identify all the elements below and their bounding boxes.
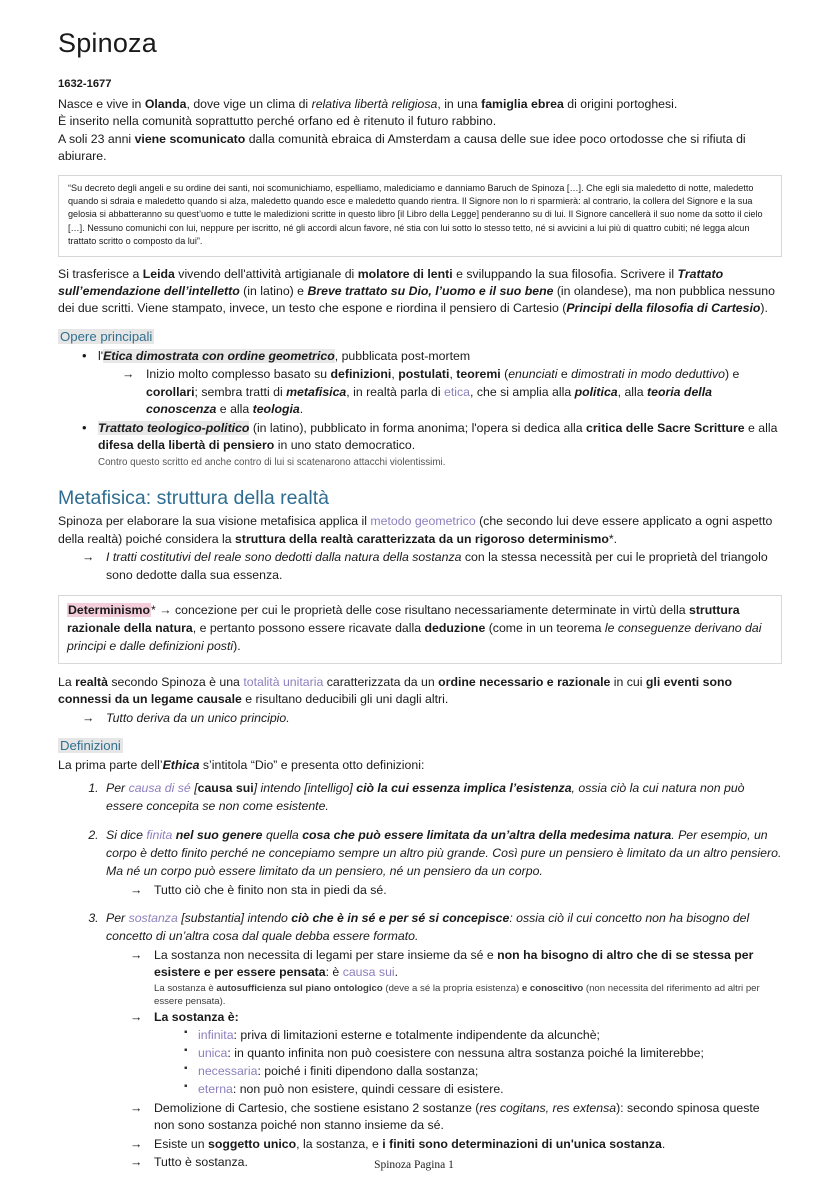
footnote-marker: *: [151, 603, 156, 618]
text-italic: I tratti costitutivi del reale sono dedotti dalla natura della sostanza: [106, 550, 462, 565]
determinismo-definition-box: [58, 595, 782, 663]
text-run: (in latino) e: [239, 283, 308, 298]
text-bold: definizioni: [330, 367, 392, 382]
text-run: (: [500, 367, 509, 382]
text-run: La sostanza è: [154, 982, 217, 994]
accent-term: unica: [198, 1046, 228, 1061]
definition-item-1: [102, 780, 782, 816]
text-run: , pubblicata post-mortem: [334, 348, 471, 363]
arrow-item: [130, 882, 782, 899]
definition-item-3: [102, 910, 782, 1172]
list-item: [82, 348, 782, 419]
text-run: (deve a sé la propria esistenza): [382, 982, 522, 994]
text-bold: realtà: [75, 674, 108, 689]
text-run: , che si amplia alla: [470, 384, 575, 399]
list-item: [184, 1081, 782, 1099]
text-run: ,: [449, 367, 457, 382]
definition-item-2: [102, 827, 782, 899]
text-bold-italic: metafisica: [286, 384, 347, 399]
text-italic: quella: [262, 828, 303, 843]
list-item: [184, 1045, 782, 1063]
list-item: [184, 1063, 782, 1081]
text-run: e alla: [216, 402, 253, 417]
text-bold-italic: teoria della conoscenza: [146, 384, 712, 417]
text-bold: postulati: [398, 367, 450, 382]
text-bold-italic: cosa che può essere limitata da un’altra della medesima natura: [302, 828, 672, 843]
page-footer: Spinoza Pagina 1: [374, 1158, 454, 1171]
intro-section: [58, 77, 782, 166]
text-run: caratterizzata da un: [323, 674, 439, 689]
arrow-glyph-icon: →: [155, 603, 175, 618]
text-bold: struttura della realtà caratterizzata da un rigoroso determinismo: [235, 531, 609, 546]
text-run: (in latino), pubblicato in forma anonima; l'opera si dedica alla: [249, 420, 587, 435]
text-run: (in olandese), ma non pubblica nessuno dei due scritti. Viene stampato, invece, un testo che espone e riordina il pensiero di Cartesio (: [58, 283, 775, 316]
definizioni-section: [58, 727, 782, 1172]
text-run: e alla: [744, 420, 778, 435]
text-bold: i finiti sono determinazioni di un'unica sostanza: [382, 1136, 662, 1151]
text-run: : priva di limitazioni esterne e totalmente indipendente da alcunchè;: [233, 1028, 600, 1043]
text-bold: ordine necessario e razionale: [438, 674, 611, 689]
accent-term: causa di sé: [128, 781, 191, 796]
text-bold: difesa della libertà di pensiero: [98, 438, 275, 453]
text-bold: autosufficienza sul piano ontologico: [216, 982, 383, 994]
intro-line-2: È inserito nella comunità soprattutto perché orfano ed è ritenuto il futuro rabbino.: [58, 114, 497, 129]
text-bold: causa sui: [197, 781, 254, 796]
accent-term: etica: [444, 384, 470, 399]
text-run: , dove vige un clima di: [186, 96, 312, 111]
text-bold: deduzione: [424, 620, 486, 635]
text-run: Esiste un: [154, 1136, 208, 1151]
text-italic: Tutto deriva da un unico principio.: [106, 710, 290, 725]
metafisica-paragraph-1: [58, 513, 782, 548]
excommunication-quote-box: [58, 175, 782, 257]
text-run: ): secondo spinosa queste non sono sostanza poiché non stanno insieme da sé.: [154, 1100, 760, 1133]
text-run: ,: [391, 367, 399, 382]
quote-text: “Su decreto degli angeli e su ordine dei santi, noi scomunichiamo, espelliamo, malediciamo e danniamo Baruch de Spinoza […]. Che egli sia maledetto di notte, maledetto quando si sdraia e maledetto quando si alza, maledetto quando esce e maledetto quando rientra. Il Signore non lo ri sparmierà: al contrario, la collera del Signore e la sua gelosia si abbatteranno su quest’uomo e tutte le maledizioni scritte in questo libro [il Libro della Legge] penderanno su di lui. Il Signore cancellerà il suo nome da sotto il cielo […]. Nessuno comunichi con lui, neppure per iscritto, né gli accordi alcun favore, né stia con lui sotto lo stesso tetto, né si avvicini a lui più di quattro cubiti; né legga alcun trattato scritto o composto da lui”.: [68, 182, 763, 247]
work-title: Ethica: [162, 757, 200, 772]
arrow-item: [130, 947, 782, 1008]
accent-term: sostanza: [128, 911, 178, 925]
text-run: *.: [608, 531, 618, 546]
accent-term: metodo geometrico: [370, 514, 476, 529]
metafisica-paragraph-2: [58, 674, 782, 709]
text-run: e sviluppando la sua filosofia. Scrivere il: [452, 266, 678, 281]
text-run: .: [661, 1136, 666, 1151]
text-bold: gli eventi sono connessi da un legame causale: [58, 674, 733, 707]
text-run: concezione per cui le proprietà delle cose risultano necessariamente determinate in virtù della: [174, 603, 689, 618]
text-run: e risultano deducibili gli uni dagli altri.: [241, 692, 449, 707]
side-note: [154, 982, 782, 1008]
life-years: 1632-1677: [58, 78, 112, 90]
text-bold: molatore di lenti: [357, 266, 453, 281]
text-run: Inizio molto complesso basato su: [146, 367, 331, 382]
text-run: e: [557, 367, 572, 382]
text-run: ) e: [724, 367, 740, 382]
accent-term: finita: [146, 828, 173, 843]
text-italic: Per: [106, 781, 129, 796]
text-run: (non necessita del riferimento ad altri per essere pensata).: [154, 982, 760, 1007]
page-title: Spinoza: [58, 28, 157, 58]
text-run: ).: [233, 638, 241, 653]
intro-line-3: [58, 131, 782, 166]
text-italic: . Per esempio, un corpo è detto finito perché ne concepiamo sempre un altro più grande. Così pure un pensiero è limitato da un altro pensiero. Ma né un corpo può essere limitato da un pensiero, né un pensiero da un corpo.: [106, 828, 782, 878]
text-run: : è: [325, 965, 343, 980]
text-bold: viene scomunicato: [134, 131, 246, 146]
opere-principali-section: [58, 318, 782, 469]
text-bold-italic: ciò che è in sé e per sé si concepisce: [291, 911, 510, 925]
text-italic: ] intendo [intelligo]: [253, 781, 357, 796]
text-run: La sostanza non necessita di legami per stare insieme da sé e: [154, 947, 498, 962]
arrow-item: [122, 366, 782, 418]
sostanza-attributes-list: [154, 1027, 782, 1098]
work-title: Breve trattato su Dio, l’uomo e il suo bene: [307, 283, 554, 298]
text-run: Si trasferisce a: [58, 266, 143, 281]
text-run: La: [58, 674, 76, 689]
metafisica-section: [58, 487, 782, 727]
text-italic: enunciati: [508, 367, 558, 382]
accent-term: infinita: [198, 1028, 234, 1043]
text-run: , in una: [437, 96, 482, 111]
text-run: (come in un teorema: [485, 620, 605, 635]
text-bold: La sostanza è:: [154, 1010, 239, 1025]
text-run: (che secondo lui deve essere applicato a ogni aspetto della realtà) poiché considera la: [58, 514, 773, 546]
text-run: s’intitola “Dio” e presenta otto definizioni:: [199, 757, 425, 772]
text-run: Spinoza per elaborare la sua visione metafisica applica il: [58, 514, 371, 529]
text-run: ; sembra tratti di: [194, 384, 287, 399]
list-item: [82, 420, 782, 470]
text-bold: corollari: [146, 384, 195, 399]
text-bold: Determinismo: [68, 603, 151, 618]
text-bold: famiglia ebrea: [481, 96, 564, 111]
text-italic: , ossia ciò la cui natura non può essere concepita se non come esistente.: [106, 781, 745, 814]
text-run: vivendo dell'attività artigianale di: [174, 266, 358, 281]
work-title: Trattato sull’emendazione dell’intelletto: [58, 266, 724, 298]
text-run: , e pertanto possono essere ricavate dalla: [192, 620, 425, 635]
definitions-list: [58, 780, 782, 1171]
text-run: : poiché i finiti dipendono dalla sostanza;: [257, 1064, 479, 1079]
text-italic: Si dice: [106, 828, 147, 843]
text-run: Demolizione di Cartesio, che sostiene esistano 2 sostanze (: [154, 1100, 480, 1115]
determinismo-term: [67, 603, 151, 617]
text-bold: Leida: [142, 266, 175, 281]
text-run: con la stessa necessità per cui le proprietà del triangolo sono dedotte dalla sua essenza.: [106, 550, 768, 582]
definizioni-intro: [58, 757, 782, 774]
work-title: Etica dimostrata con ordine geometrico: [103, 348, 335, 363]
text-run: Nasce e vive in: [58, 96, 145, 111]
text-run: : non può non esistere, quindi cessare di esistere.: [232, 1081, 504, 1096]
text-run: .: [394, 965, 399, 980]
arrow-item: [130, 1009, 782, 1099]
text-italic: relativa libertà religiosa: [311, 96, 438, 111]
definizioni-heading: Definizioni: [60, 737, 121, 753]
arrow-item: [130, 1100, 782, 1135]
opere-heading: Opere principali: [60, 328, 153, 344]
text-bold-italic: ciò la cui essenza implica l’esistenza: [356, 781, 572, 796]
work-title: Trattato teologico-politico: [98, 420, 250, 435]
text-italic: Per: [106, 911, 129, 925]
text-italic: dimostrati in modo deduttivo: [571, 367, 725, 382]
text-run: l': [98, 348, 104, 363]
text-bold: soggetto unico: [208, 1136, 297, 1151]
text-bold: e conoscitivo: [521, 982, 584, 994]
text-run: Tutto è sostanza.: [154, 1155, 248, 1170]
text-run: di origini portoghesi.: [563, 96, 678, 111]
text-run: in cui: [610, 674, 646, 689]
side-note: Contro questo scritto ed anche contro di lui si scatenarono attacchi violentissimi.: [98, 456, 446, 468]
metafisica-heading: Metafisica: struttura della realtà: [58, 487, 329, 510]
text-italic: le conseguenze derivano dai principi e dalle definizioni posti: [67, 620, 762, 653]
intro-line-1: [58, 96, 782, 113]
text-run: : in quanto infinita non può coesistere con nessuna altra sostanza poiché la limiterebbe;: [227, 1046, 704, 1061]
text-bold: teoremi: [456, 367, 501, 382]
text-bold-italic: politica: [574, 384, 618, 399]
text-run: in uno stato democratico.: [274, 438, 416, 453]
text-italic: [substantia] intendo: [177, 911, 292, 925]
text-run: , alla: [617, 384, 648, 399]
opere-list: [58, 348, 782, 469]
text-run: ).: [760, 301, 768, 316]
arrow-item: [130, 1136, 782, 1153]
text-bold: non ha bisogno di altro che di se stessa per esistere e per essere pensata: [154, 947, 754, 980]
text-italic: [: [190, 781, 198, 796]
text-run: La prima parte dell’: [58, 757, 163, 772]
arrow-item: [82, 710, 782, 727]
text-bold-italic: nel suo genere: [172, 828, 263, 843]
text-bold: struttura razionale della natura: [67, 603, 740, 635]
text-run: dalla comunità ebraica di Amsterdam a causa delle sue idee poco ortodosse che si rifiuta di abiurare.: [58, 131, 746, 164]
work-title: Principi della filosofia di Cartesio: [566, 301, 761, 316]
accent-term: totalità unitaria: [243, 674, 324, 689]
text-run: , la sostanza, e: [296, 1136, 383, 1151]
accent-term: eterna: [198, 1081, 233, 1096]
list-item: [184, 1027, 782, 1045]
text-bold: Olanda: [144, 96, 187, 111]
text-run: secondo Spinoza è una: [107, 674, 244, 689]
text-run: , in realtà parla di: [346, 384, 445, 399]
arrow-item: [82, 549, 782, 584]
text-run: .: [299, 402, 304, 417]
accent-term: causa sui: [342, 965, 395, 980]
text-italic: : ossia ciò il cui concetto non ha bisogno del concetto di un’altra cosa dal quale debba essere formato.: [106, 911, 750, 943]
text-run: A soli 23 anni: [58, 131, 135, 146]
text-bold-italic: teologia: [252, 402, 300, 417]
text-italic: res cogitans, res extensa: [479, 1100, 617, 1115]
text-run: Tutto ciò che è finito non sta in piedi da sé.: [154, 882, 387, 897]
leida-paragraph: [58, 266, 782, 318]
text-bold: critica delle Sacre Scritture: [586, 420, 745, 435]
accent-term: necessaria: [198, 1064, 258, 1079]
